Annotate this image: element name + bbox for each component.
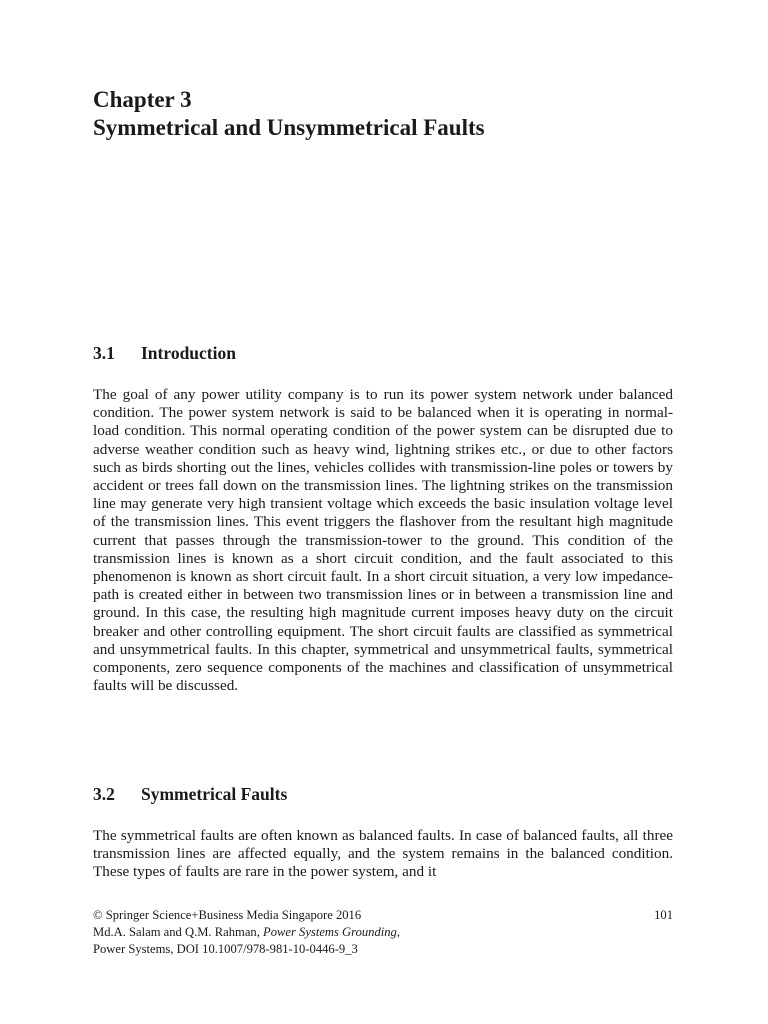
copyright-line: © Springer Science+Business Media Singapore 2016 — [93, 908, 362, 922]
chapter-title: Symmetrical and Unsymmetrical Faults — [93, 115, 485, 140]
introduction-paragraph: The goal of any power utility company is to run its power system network under balanced condition. The power system network is said to be balanced when it is operating in normal-load condition. This normal operating condition of the power system can be disrupted due to adverse weather condition such as heavy wind, lightning strikes etc., or due to other factors such as birds shorting out the lines, vehicles collides with transmission-line poles or towers by accident or trees fall down on the transmission lines. The lightning strikes on the transmission line may generate very high transient voltage which exceeds the basic insulation voltage level of the transmission lines. This event triggers the flashover from the resultant high magnitude current that passes through the transmission-tower to the ground. This condition of the transmission lines is known as a short circuit condition, and the fault associated to this phenomenon is known as short circuit fault. In a short circuit situation, a very low impedance-path is created either in between two transmission lines or in between a transmission line and ground. In this case, the resulting high magnitude current imposes heavy duty on the circuit breaker and other controlling equipment. The short circuit faults are classified as symmetrical and unsymmetrical faults. In this chapter, symmetrical and unsymmetrical faults, symmetrical components, zero sequence components of the machines and classification of unsymmetrical faults will be discussed. — [93, 386, 673, 695]
book-page — [93, 0, 673, 1024]
section-title: Introduction — [141, 343, 236, 363]
citation-comma: , — [396, 925, 401, 939]
page-footer — [93, 907, 673, 958]
page-number: 101 — [654, 908, 673, 922]
citation-authors: Md.A. Salam and Q.M. Rahman, — [93, 925, 263, 939]
citation-line — [93, 924, 673, 941]
section-number: 3.2 — [93, 784, 115, 804]
section-number: 3.1 — [93, 343, 115, 363]
chapter-label: Chapter 3 — [93, 87, 192, 112]
series-doi-line: Power Systems, DOI 10.1007/978-981-10-0446-9_3 — [93, 942, 358, 956]
symmetrical-faults-paragraph: The symmetrical faults are often known as balanced faults. In case of balanced faults, all three transmission lines are affected equally, and the system remains in the balanced condition. These types of faults are rare in the power system, and it — [93, 827, 673, 881]
section-heading-introduction — [93, 342, 236, 364]
section-title: Symmetrical Faults — [141, 784, 288, 804]
citation-book-title: Power Systems Grounding — [263, 925, 397, 939]
section-heading-symmetrical-faults — [93, 783, 287, 805]
